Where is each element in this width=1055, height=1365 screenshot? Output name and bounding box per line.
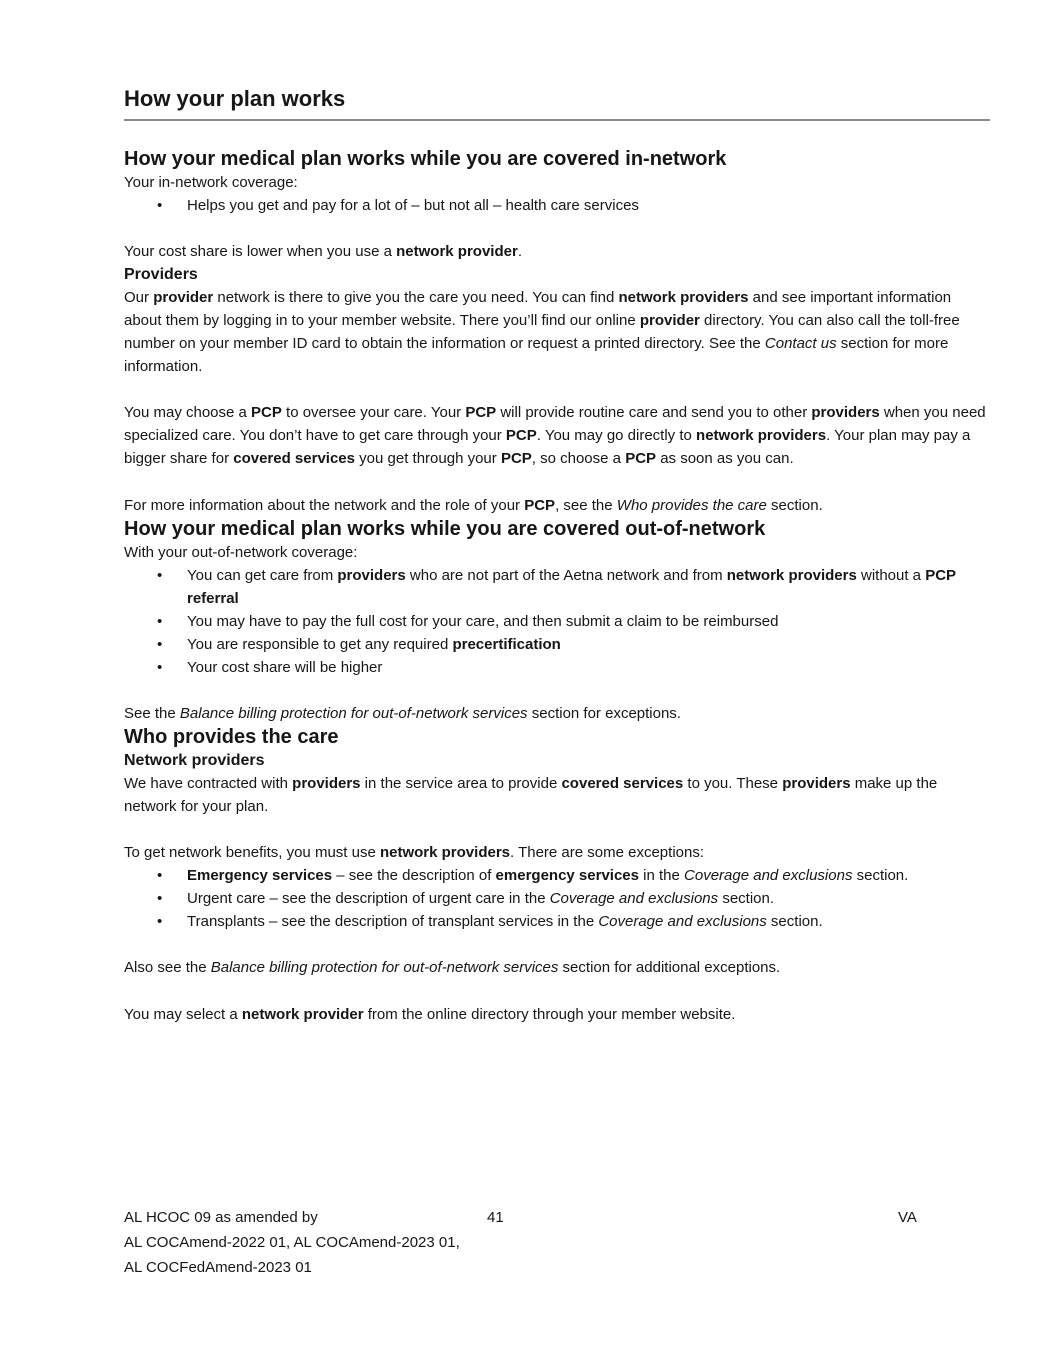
section-heading-in-network: How your medical plan works while you are covered in-network bbox=[124, 148, 727, 170]
footer-amend-line-3: AL COCFedAmend-2023 01 bbox=[124, 1259, 312, 1276]
footer-amend-line-2: AL COCAmend-2022 01, AL COCAmend-2023 01, bbox=[124, 1234, 460, 1251]
footer-form-id: AL HCOC 09 as amended by bbox=[124, 1209, 318, 1226]
providers-sub-heading: Providers bbox=[124, 266, 198, 283]
more-info-paragraph: For more information about the network and the role of your PCP, see the Who provides the care section. bbox=[124, 497, 823, 514]
in-network-bullet-list bbox=[124, 194, 990, 217]
providers-paragraph: Our provider network is there to give you the care you need. You can find network providers and see important information about them by logging in to your member website. There you’ll find our online provider directory. You can also call the toll-free number on your member ID card to obtain the information or request a printed directory. See the Contact us section for more information. bbox=[124, 289, 960, 375]
section-heading-who-provides: Who provides the care bbox=[124, 726, 339, 748]
section-heading-out-of-network: How your medical plan works while you are covered out-of-network bbox=[124, 518, 766, 540]
document-title: How your plan works bbox=[124, 86, 990, 121]
out-of-network-bullet-list bbox=[124, 564, 990, 679]
page-footer bbox=[124, 1205, 990, 1280]
document-content bbox=[124, 86, 990, 1026]
also-see-paragraph: Also see the Balance billing protection for out-of-network services section for additional exceptions. bbox=[124, 959, 781, 976]
cost-share-paragraph: Your cost share is lower when you use a network provider. bbox=[124, 243, 522, 260]
select-provider-paragraph: You may select a network provider from the online directory through your member website. bbox=[124, 1006, 736, 1023]
exceptions-bullet-list bbox=[124, 864, 990, 933]
in-network-intro: Your in-network coverage: bbox=[124, 174, 298, 191]
pcp-paragraph: You may choose a PCP to oversee your care. Your PCP will provide routine care and send you to other providers when you need specialized care. You don’t have to get care through your PCP. You may go directly to network providers. Your plan may pay a bigger share for covered services you get through your PCP, so choose a PCP as soon as you can. bbox=[124, 404, 986, 467]
bullet-item: • Urgent care – see the description of urgent care in the Coverage and exclusions section. bbox=[124, 887, 990, 910]
footer-line-1 bbox=[124, 1205, 990, 1230]
bullet-item: • You may have to pay the full cost for your care, and then submit a claim to be reimbursed bbox=[124, 610, 990, 633]
contracted-paragraph: We have contracted with providers in the service area to provide covered services to you. These providers make up the network for your plan. bbox=[124, 775, 938, 815]
network-providers-sub-heading: Network providers bbox=[124, 752, 265, 769]
bullet-item: • Helps you get and pay for a lot of – but not all – health care services bbox=[124, 194, 990, 217]
balance-billing-paragraph: See the Balance billing protection for out-of-network services section for exceptions. bbox=[124, 705, 681, 722]
bullet-item: • You are responsible to get any required precertification bbox=[124, 633, 990, 656]
bullet-item: • Your cost share will be higher bbox=[124, 656, 990, 679]
page-number: 41 bbox=[487, 1209, 504, 1226]
bullet-item: • You can get care from providers who are not part of the Aetna network and from network providers without a PCP referral bbox=[124, 564, 990, 610]
out-of-network-intro: With your out-of-network coverage: bbox=[124, 544, 358, 561]
footer-region-code: VA bbox=[898, 1209, 917, 1226]
bullet-item: • Emergency services – see the description of emergency services in the Coverage and exclusions section. bbox=[124, 864, 990, 887]
network-benefits-paragraph: To get network benefits, you must use network providers. There are some exceptions: bbox=[124, 844, 705, 861]
bullet-item: • Transplants – see the description of transplant services in the Coverage and exclusions section. bbox=[124, 910, 990, 933]
